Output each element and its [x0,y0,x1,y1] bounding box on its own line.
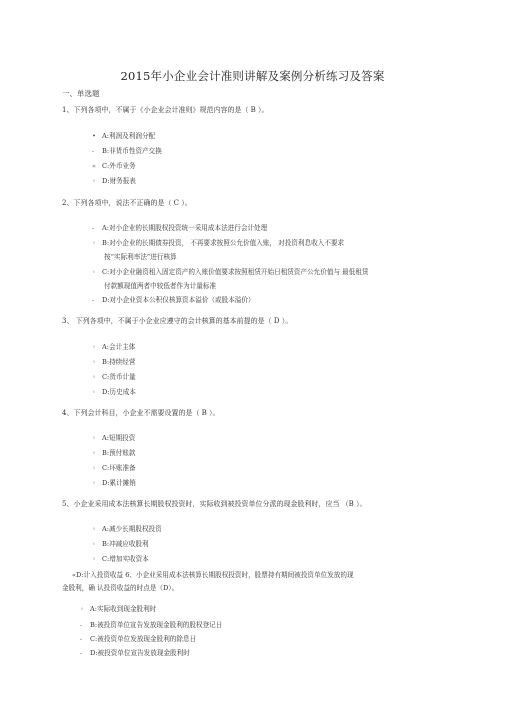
question-1: 1、下列各项中，不属于《小企业会计准则》规范内容的是（ B ）。 [62,106,269,114]
document-title: 2015年小企业会计准则讲解及案例分析练习及答案 [120,69,385,83]
q5-option-c: ◦ C:增加实收资本 [92,555,149,563]
q6-option-b: - B:被投资单位宣告发放现金股利的股权登记日 [80,621,223,629]
q4-option-d: ◦ D:累计摊销 [92,479,136,487]
q4-option-c: ◦ C:坏账准备 [92,464,136,472]
question-5: 5、小企业采用成本法核算长期股权投资时，实际收到被投资单位分派的现金股利时，应当 （B ）。 [62,500,367,508]
q4-option-b: ◦ B:预付账款 [92,449,136,457]
q3-option-b: ◦ B:持续经营 [92,358,136,366]
q2-option-a: - A:对小企业的长期股权投资统一采用成本法进行会计处理 [92,224,268,232]
q6-option-a: ◦ A:实际收到现金股利时 [80,605,157,613]
question-3: 3、 下列各项中，不属于小企业应遵守的会计核算的基本前提的是（ D ）。 [62,317,293,325]
q3-option-c: ◦ C:货币计量 [92,373,136,381]
question-6-cont: 金股利，确 认投资收益的时点是（D）。 [62,584,179,592]
question-4: 4、下列会计科目，小企业不需要设置的是（ B ）。 [62,409,220,417]
q5-option-a: ◦ A:减少长期股权投资 [92,525,162,533]
question-2: 2、下列各项中，说法不正确的是（ C ）。 [62,199,192,207]
q2-option-b-cont: 按“实际利率法”进行核算 [104,253,177,261]
q5-option-d-and-question-6: «D:计入投资收益 6、小企业采用成本法核算长期股权投资时，股票持有期间被投资单位发放的现 [72,571,354,579]
q4-option-a: ◦ A:短期投资 [92,434,136,442]
q2-option-b: ◦ B:对小企业的长期债券投资， 不再要求按照公允价值入账， 对投资利息收入不要求 [92,239,345,247]
q1-option-d: ◦ D:财务报表 [92,177,136,185]
q6-option-d: - D:被投资单位宣告发放现金股利时 [80,649,190,657]
q5-option-b: ◦ B:冲减应收股利 [92,540,149,548]
q3-option-a: ◦ A:会计主体 [92,343,136,351]
q6-option-c: - C:被投资单位发放现金股利的除息日 [80,635,197,643]
q1-option-c: « C:外币业务 [92,162,136,170]
q2-option-d: - D:对小企业资本公积仅核算资本溢价（或股本溢价） [92,296,255,304]
q2-option-c-cont: 付款额现值两者中较低者作为计量标准 [104,282,217,290]
q2-option-c: ◦ C:对小企业融资租入固定资产的入账价值要求按照租赁开始日租赁资产公允价值与 最低租赁 [92,268,369,276]
q1-option-b: - B:非货币性资产交换 [92,147,162,155]
q3-option-d: ◦ D:历史成本 [92,388,136,396]
section-heading: 一、单选题 [62,89,100,98]
q1-option-a: • A:利润及利润分配 [92,132,156,140]
